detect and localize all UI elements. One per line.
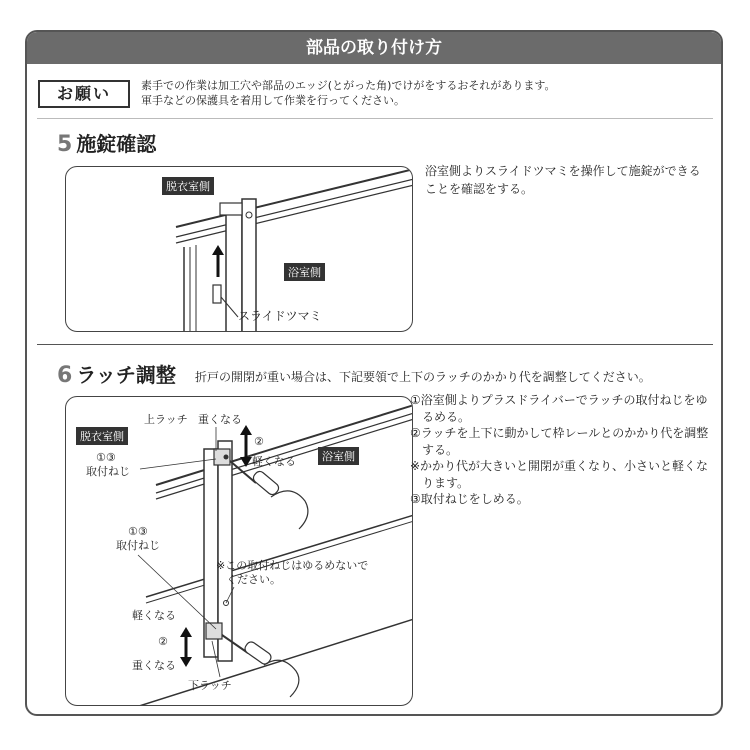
section5-figure <box>65 166 413 332</box>
section6-number: 6 <box>57 363 73 388</box>
lower-latch-label: 下ラッチ <box>188 679 232 692</box>
upper-latch-label: 上ラッチ <box>144 413 188 426</box>
note-line-1: ※この取付ねじはゆるめないで <box>216 559 369 572</box>
light-bottom-label: 軽くなる <box>132 609 176 622</box>
bathroom-tag: 浴室側 <box>284 263 325 281</box>
section-divider <box>37 344 713 345</box>
instruction-panel <box>25 30 723 716</box>
lock-diagram <box>66 167 413 332</box>
circle2-bottom-label: ② <box>158 635 168 648</box>
divider <box>37 118 713 119</box>
screw-ref-top: ①③ <box>96 451 116 464</box>
section6-figure <box>65 396 413 706</box>
screw-top-label: 取付ねじ <box>86 465 130 478</box>
notice-line-1: 素手での作業は加工穴や部品のエッジ(とがった角)でけがをするおそれがあります。 <box>141 79 556 92</box>
section6-description: 折戸の開閉が重い場合は、下記要領で上下のラッチのかかり代を調整してください。 <box>195 370 651 384</box>
screw-ref-mid: ①③ <box>128 525 148 538</box>
slide-knob-label: スライドツマミ <box>238 309 322 323</box>
section6-steps <box>410 392 710 508</box>
step-3: ③取付ねじをしめる。 <box>410 492 529 506</box>
screw-mid-label: 取付ねじ <box>116 539 160 552</box>
notice-text <box>141 78 555 108</box>
step-note: ※かかり代が大きいと開閉が重くなり、小さいと軽くなります。 <box>410 459 709 490</box>
section6-heading: ラッチ調整 <box>76 363 176 387</box>
section5-text: 浴室側よりスライドツマミを操作して施錠ができることを確認をする。 <box>425 164 701 196</box>
dressing-room-tag: 脱衣室側 <box>76 427 128 445</box>
light-top-label: 軽くなる <box>252 455 296 468</box>
circle2-top-label: ② <box>254 435 264 448</box>
section5-title <box>57 128 156 157</box>
notice-line-2: 軍手などの保護具を着用して作業を行ってください。 <box>141 94 405 107</box>
section5-number: 5 <box>57 132 73 157</box>
section5-heading: 施錠確認 <box>76 132 157 156</box>
panel-header: 部品の取り付け方 <box>27 32 721 64</box>
heavy-top-label: 重くなる <box>198 413 242 426</box>
dressing-room-tag: 脱衣室側 <box>162 177 214 195</box>
heavy-bottom-label: 重くなる <box>132 659 176 672</box>
section6-title <box>57 359 176 388</box>
notice-label: お願い <box>38 80 130 108</box>
note-line-2: ください。 <box>226 573 281 586</box>
step-1: ①浴室側よりプラスドライバーでラッチの取付ねじをゆるめる。 <box>410 393 708 424</box>
step-2: ②ラッチを上下に動かして枠レールとのかかり代を調整する。 <box>410 426 709 457</box>
bathroom-tag: 浴室側 <box>318 447 359 465</box>
